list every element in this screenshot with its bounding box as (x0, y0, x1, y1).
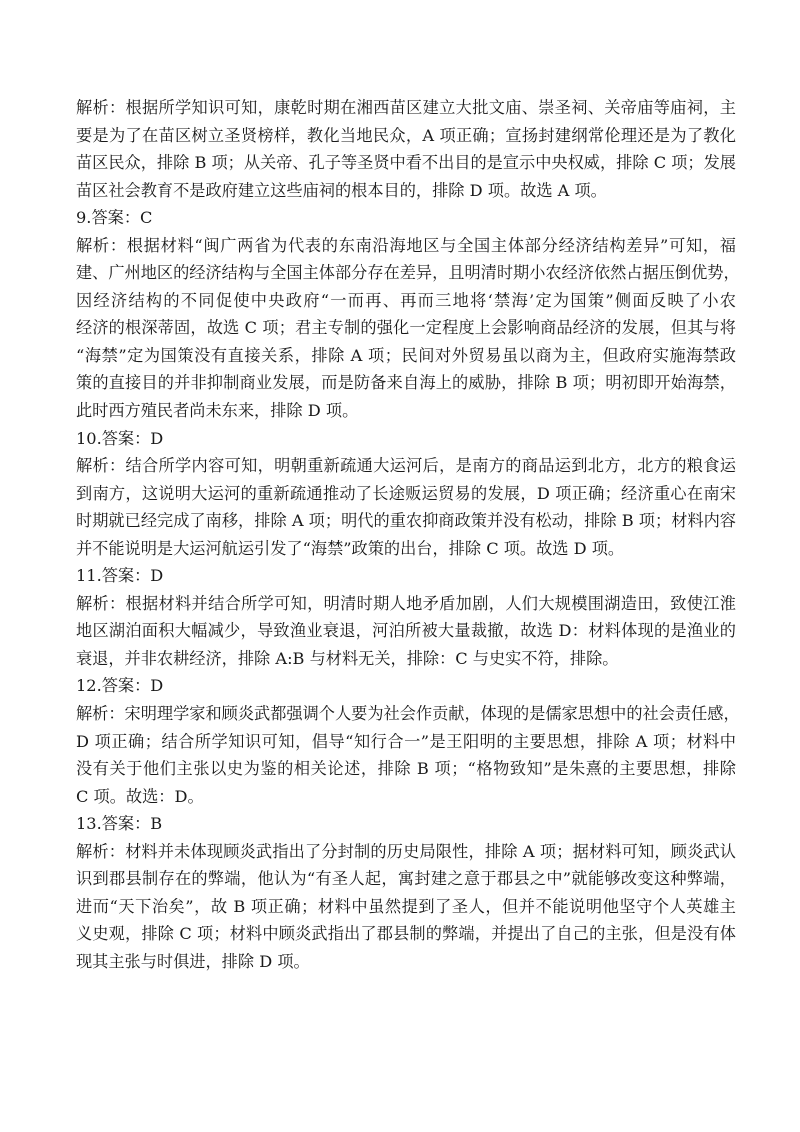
analysis-text-line: 苗区社会教育不是政府建立这些庙祠的根本目的，排除 D 项。故选 A 项。 (76, 180, 607, 200)
analysis-text-line: D 项正确；结合所学知识可知，倡导“知行合一”是王阳明的主要思想，排除 A 项；材料中 (76, 731, 736, 751)
analysis-text-line: 因经济结构的不同促使中央政府“一而再、再而三地将‘禁海’定为国策”侧面反映了小农 (76, 290, 736, 310)
analysis-text-line: 解析：材料并未体现顾炎武指出了分封制的历史局限性，排除 A 项；据材料可知，顾炎武认 (76, 841, 736, 861)
analysis-text-line: 义史观，排除 C 项；材料中顾炎武指出了郡县制的弊端，并提出了自己的主张，但是没有体 (76, 924, 736, 944)
analysis-text-line: 经济的根深蒂固，故选 C 项；君主专制的强化一定程度上会影响商品经济的发展，但其与将 (76, 318, 736, 338)
analysis-text-line: 进而“天下治矣”，故 B 项正确；材料中虽然提到了圣人，但并不能说明他坚守个人英雄主 (76, 896, 736, 916)
analysis-text-line: 并不能说明是大运河航运引发了“海禁”政策的出台，排除 C 项。故选 D 项。 (76, 538, 625, 558)
analysis-text-line: 地区湖泊面积大幅减少，导致渔业衰退，河泊所被大量裁撤，故选 D：材料体现的是渔业的 (76, 621, 736, 641)
analysis-text-line: 衰退，并非农耕经济，排除 A:B 与材料无关，排除：C 与史实不符，排除。 (76, 648, 619, 668)
analysis-text-line: 策的直接目的并非抑制商业发展，而是防备来自海上的威胁，排除 B 项；明初即开始海禁， (76, 373, 736, 393)
analysis-text-line: 到南方，这说明大运河的重新疏通推动了长途贩运贸易的发展，D 项正确；经济重心在南宋 (76, 483, 736, 503)
analysis-text-line: 苗区民众，排除 B 项；从关帝、孔子等圣贤中看不出目的是宣示中央权威，排除 C 项；发展 (76, 153, 736, 173)
analysis-text-line: 没有关于他们主张以史为鉴的相关论述，排除 B 项；“格物致知”是朱熹的主要思想，排除 (76, 759, 736, 779)
analysis-text-line: 解析：根据材料并结合所学可知，明清时期人地矛盾加剧，人们大规模围湖造田，致使江淮 (76, 593, 736, 613)
analysis-text-line: 解析：根据所学知识可知，康乾时期在湘西苗区建立大批文庙、崇圣祠、关帝庙等庙祠，主 (76, 98, 736, 117)
analysis-paragraph (76, 94, 736, 204)
answer-analysis-document (76, 94, 740, 976)
analysis-text-line: 时期就已经完成了南移，排除 A 项；明代的重农抑商政策并没有松动，排除 B 项；材料内容 (76, 511, 736, 531)
analysis-text-line: 现其主张与时俱进，排除 D 项。 (76, 951, 310, 971)
analysis-text-line: 此时西方殖民者尚未东来，排除 D 项。 (76, 401, 359, 421)
answer-line: 11.答案：D (76, 566, 164, 586)
analysis-text-line: C 项。故选：D。 (76, 786, 204, 806)
analysis-text-line: 要是为了在苗区树立圣贤榜样，教化当地民众，A 项正确；宣扬封建纲常伦理还是为了教化 (76, 125, 736, 145)
answer-line: 13.答案：B (76, 814, 163, 834)
analysis-paragraph (76, 590, 736, 673)
analysis-paragraph (76, 838, 736, 976)
analysis-text-line: 解析：结合所学内容可知，明朝重新疏通大运河后，是南方的商品运到北方，北方的粮食运 (76, 456, 736, 476)
answer-line: 12.答案：D (76, 676, 164, 696)
answer-line: 9.答案：C (76, 208, 153, 228)
analysis-text-line: 建、广州地区的经济结构与全国主体部分存在差异，且明清时期小农经济依然占据压倒优势， (76, 263, 740, 283)
analysis-paragraph (76, 700, 740, 810)
analysis-text-line: “海禁”定为国策没有直接关系，排除 A 项；民间对外贸易虽以商为主，但政府实施海禁政 (76, 345, 736, 365)
answer-line: 10.答案：D (76, 428, 164, 448)
analysis-text-line: 解析：根据材料“闽广两省为代表的东南沿海地区与全国主体部分经济结构差异”可知，福 (76, 235, 736, 255)
analysis-text-line: 识到郡县制存在的弊端，他认为“有圣人起，寓封建之意于郡县之中”就能够改变这种弊端， (76, 869, 736, 889)
analysis-paragraph (76, 452, 736, 562)
analysis-paragraph (76, 232, 740, 425)
analysis-text-line: 解析：宋明理学家和顾炎武都强调个人要为社会作贡献，体现的是儒家思想中的社会责任感， (76, 704, 740, 724)
